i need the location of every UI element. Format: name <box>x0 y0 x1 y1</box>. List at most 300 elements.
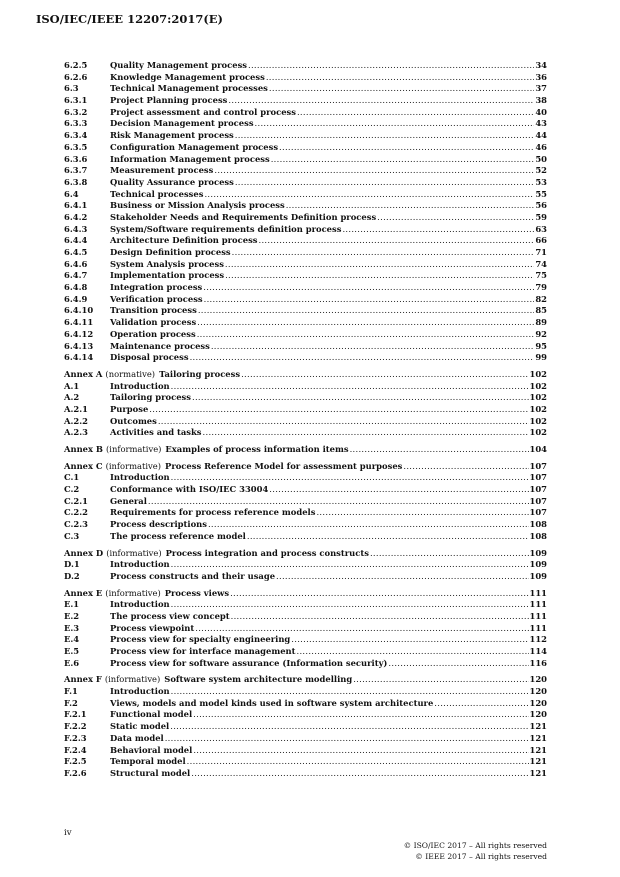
toc-entry-number: 6.2.5 <box>64 60 88 70</box>
toc-entry[interactable] <box>64 404 547 416</box>
toc-entry-title: Quality Assurance process <box>110 176 234 187</box>
toc-entry-number: E.6 <box>64 657 80 668</box>
toc-entry[interactable] <box>64 768 547 780</box>
toc-entry[interactable] <box>64 212 547 224</box>
toc-entry[interactable] <box>64 519 547 531</box>
toc-dot-leader <box>247 531 529 543</box>
toc-entry-number: 6.4 <box>64 188 79 199</box>
toc-entry[interactable] <box>64 733 547 745</box>
toc-entry-page: 43 <box>535 118 547 129</box>
toc-entry-number: F.2.5 <box>64 756 87 767</box>
toc-entry-page: 121 <box>529 744 547 755</box>
toc-entry-page: 107 <box>529 484 547 495</box>
toc-entry-title: Verification process <box>110 293 203 304</box>
toc-entry-number: E.4 <box>64 634 80 645</box>
toc-dot-leader <box>208 519 529 531</box>
toc-entry-title: Business or Mission Analysis process <box>110 200 285 211</box>
table-of-contents <box>64 60 547 780</box>
toc-dot-leader <box>225 270 534 282</box>
toc-entry-page: 111 <box>529 587 547 598</box>
toc-entry-page: 116 <box>529 657 547 668</box>
toc-entry-title: Information Management process <box>110 153 270 164</box>
toc-entry-number: E.3 <box>64 622 80 633</box>
toc-entry[interactable] <box>64 634 547 646</box>
toc-entry-page: 108 <box>529 530 547 541</box>
toc-dot-leader <box>204 189 534 201</box>
toc-entry-number: 6.3.5 <box>64 141 88 152</box>
toc-entry-page: 95 <box>535 340 547 351</box>
toc-entry-number: A.2.3 <box>64 427 88 438</box>
toc-entry-title: Outcomes <box>110 415 157 426</box>
toc-entry-number: F.1 <box>64 686 78 697</box>
toc-dot-leader <box>241 369 528 381</box>
toc-dot-leader <box>211 341 535 353</box>
toc-entry-page: 56 <box>535 200 547 211</box>
toc-dot-leader <box>231 611 529 623</box>
toc-entry-page: 104 <box>529 444 547 454</box>
toc-entry-title: Process constructs and their usage <box>110 570 276 581</box>
toc-entry[interactable] <box>64 392 547 404</box>
toc-dot-leader <box>259 235 535 247</box>
toc-entry-page: 121 <box>529 767 547 778</box>
toc-entry-title: Views, models and model kinds used in software system architecture <box>110 697 434 708</box>
toc-entry-number: D.2 <box>64 570 80 581</box>
toc-entry-title: Examples of process information items <box>165 444 349 454</box>
toc-annex-type: (informative) <box>105 460 162 471</box>
toc-entry[interactable] <box>64 294 547 306</box>
toc-entry-title: Process views <box>164 587 230 598</box>
toc-dot-leader <box>353 674 528 686</box>
toc-entry-page: 111 <box>529 599 547 610</box>
toc-entry[interactable] <box>64 496 547 508</box>
toc-entry-page: 102 <box>529 403 547 414</box>
toc-annex-label: Annex F <box>64 674 102 685</box>
toc-entry-title: Risk Management process <box>110 130 234 141</box>
toc-entry-page: 46 <box>535 141 547 152</box>
toc-dot-leader <box>148 496 529 508</box>
toc-entry-title: Introduction <box>110 472 170 483</box>
toc-entry-number: 6.2.6 <box>64 71 88 82</box>
toc-entry-number: A.2.2 <box>64 415 88 426</box>
toc-entry[interactable] <box>64 60 547 72</box>
toc-entry-page: 92 <box>535 328 547 339</box>
toc-annex-entry[interactable] <box>64 674 547 686</box>
toc-entry-title: Design Definition process <box>110 247 231 257</box>
copyright-iso: © ISO/IEC 2017 – All rights reserved <box>403 841 547 850</box>
toc-dot-leader <box>193 745 528 757</box>
toc-entry[interactable] <box>64 698 547 710</box>
toc-dot-leader <box>235 130 535 142</box>
toc-entry-number: 6.4.10 <box>64 305 94 316</box>
toc-dot-leader <box>228 95 534 107</box>
toc-annex-entry[interactable] <box>64 548 547 560</box>
toc-entry-page: 120 <box>529 674 547 685</box>
toc-entry-page: 109 <box>529 559 547 570</box>
toc-entry-page: 52 <box>535 165 547 176</box>
toc-entry-number: 6.3.7 <box>64 165 88 176</box>
toc-entry-title: Tailoring process <box>159 368 241 379</box>
toc-entry[interactable] <box>64 142 547 154</box>
toc-dot-leader <box>434 698 528 710</box>
toc-entry-number: 6.4.8 <box>64 282 88 293</box>
toc-entry[interactable] <box>64 130 547 142</box>
toc-entry-title: Data model <box>110 732 164 743</box>
toc-entry-number: E.2 <box>64 610 80 621</box>
toc-entry-number: 6.4.6 <box>64 258 88 269</box>
toc-dot-leader <box>198 305 535 317</box>
toc-entry-title: Tailoring process <box>110 392 191 403</box>
toc-dot-leader <box>192 392 529 404</box>
document-header: ISO/IEC/IEEE 12207:2017(E) <box>36 12 223 26</box>
toc-entry[interactable] <box>64 329 547 341</box>
toc-dot-leader <box>195 623 528 635</box>
toc-entry[interactable] <box>64 95 547 107</box>
toc-entry-page: 121 <box>529 732 547 743</box>
toc-entry-page: 109 <box>529 547 547 558</box>
toc-annex-type: (normative) <box>105 368 156 379</box>
toc-entry[interactable] <box>64 623 547 635</box>
toc-entry-title: Requirements for process reference models <box>110 507 316 518</box>
toc-entry-number: 6.4.3 <box>64 223 88 234</box>
toc-entry-title: Conformance with ISO/IEC 33004 <box>110 484 269 495</box>
toc-entry-number: 6.3.2 <box>64 106 88 117</box>
toc-entry-page: 107 <box>529 495 547 506</box>
toc-dot-leader <box>316 507 528 519</box>
toc-entry-page: 53 <box>535 176 547 187</box>
toc-entry[interactable] <box>64 259 547 271</box>
toc-entry-number: 6.3.6 <box>64 153 88 164</box>
toc-annex-entry[interactable] <box>64 444 547 456</box>
toc-entry-title: The process reference model <box>110 530 246 541</box>
toc-dot-leader <box>232 247 535 259</box>
toc-entry[interactable] <box>64 531 547 543</box>
toc-entry-title: Validation process <box>110 317 197 328</box>
toc-entry-title: Introduction <box>110 599 170 610</box>
toc-entry[interactable] <box>64 317 547 329</box>
toc-dot-leader <box>296 646 528 658</box>
toc-entry-title: Maintenance process <box>110 340 210 351</box>
toc-entry-title: Purpose <box>110 403 149 414</box>
toc-entry-page: 99 <box>535 352 547 363</box>
toc-entry-title: Project assessment and control process <box>110 106 296 117</box>
toc-entry-number: C.2 <box>64 484 80 495</box>
toc-entry-page: 82 <box>535 293 547 304</box>
toc-entry-page: 37 <box>535 83 547 94</box>
toc-entry-page: 38 <box>535 95 547 106</box>
toc-entry-title: Knowledge Management process <box>110 71 265 82</box>
toc-annex-label: Annex C <box>64 460 103 471</box>
toc-entry-title: Static model <box>110 721 170 732</box>
toc-entry-page: 34 <box>535 60 547 70</box>
toc-entry[interactable] <box>64 282 547 294</box>
toc-entry[interactable] <box>64 235 547 247</box>
toc-entry-page: 114 <box>529 646 547 656</box>
toc-entry-page: 102 <box>529 368 547 379</box>
toc-entry-number: C.3 <box>64 530 80 541</box>
toc-dot-leader <box>203 427 529 439</box>
toc-entry-title: Decision Management process <box>110 118 254 129</box>
toc-entry[interactable] <box>64 381 547 393</box>
toc-entry[interactable] <box>64 341 547 353</box>
toc-entry[interactable] <box>64 224 547 236</box>
toc-entry-title: System/Software requirements definition process <box>110 223 342 234</box>
toc-dot-leader <box>286 200 535 212</box>
toc-annex-type: (informative) <box>104 674 161 685</box>
toc-entry-title: Stakeholder Needs and Requirements Definition process <box>110 211 377 222</box>
toc-dot-leader <box>235 177 535 189</box>
toc-dot-leader <box>255 118 535 130</box>
toc-dot-leader <box>377 212 534 224</box>
toc-entry-title: Operation process <box>110 328 196 339</box>
toc-entry[interactable] <box>64 165 547 177</box>
toc-entry-page: 63 <box>535 223 547 234</box>
toc-entry-title: Temporal model <box>110 756 186 767</box>
toc-dot-leader <box>191 768 528 780</box>
toc-dot-leader <box>370 548 529 560</box>
toc-entry-title: Technical Management processes <box>110 83 268 94</box>
toc-dot-leader <box>165 733 529 745</box>
toc-entry-page: 121 <box>529 721 547 732</box>
toc-entry-page: 112 <box>529 634 547 645</box>
toc-entry-number: 6.4.1 <box>64 200 88 211</box>
toc-entry-page: 102 <box>529 392 547 403</box>
toc-entry-title: Transition process <box>110 305 197 316</box>
toc-dot-leader <box>197 329 535 341</box>
toc-entry[interactable] <box>64 472 547 484</box>
toc-annex-label: Annex D <box>64 547 104 558</box>
toc-dot-leader <box>171 686 529 698</box>
toc-entry-number: C.2.2 <box>64 507 89 518</box>
toc-dot-leader <box>230 588 528 600</box>
toc-annex-type: (informative) <box>105 587 161 598</box>
toc-entry-title: Functional model <box>110 709 193 720</box>
toc-entry[interactable] <box>64 658 547 670</box>
toc-dot-leader <box>171 599 529 611</box>
toc-entry-title: Implementation process <box>110 270 225 281</box>
toc-annex-entry[interactable] <box>64 369 547 381</box>
toc-annex-type: (informative) <box>106 547 162 558</box>
toc-entry[interactable] <box>64 484 547 496</box>
copyright-block <box>404 841 547 862</box>
toc-entry[interactable] <box>64 83 547 95</box>
toc-dot-leader <box>225 259 534 271</box>
toc-entry-title: Process view for specialty engineering <box>110 634 291 645</box>
toc-entry-page: 120 <box>529 697 547 708</box>
toc-dot-leader <box>171 472 529 484</box>
toc-entry-number: F.2.6 <box>64 767 87 778</box>
toc-dot-leader <box>203 282 534 294</box>
toc-entry-number: F.2 <box>64 697 78 708</box>
toc-entry-title: Activities and tasks <box>110 427 202 438</box>
toc-entry-number: 6.4.4 <box>64 235 88 246</box>
toc-entry-title: General <box>110 495 147 506</box>
toc-entry-page: 121 <box>529 756 547 767</box>
toc-dot-leader <box>190 352 535 364</box>
toc-entry[interactable] <box>64 189 547 201</box>
toc-entry-title: Behavioral model <box>110 744 193 755</box>
toc-entry-page: 107 <box>529 507 547 518</box>
toc-entry-page: 102 <box>529 415 547 426</box>
toc-entry-number: 6.3.4 <box>64 130 88 141</box>
toc-entry-number: 6.4.7 <box>64 270 88 281</box>
toc-dot-leader <box>248 60 534 72</box>
toc-dot-leader <box>214 165 534 177</box>
toc-entry-page: 120 <box>529 709 547 720</box>
toc-dot-leader <box>204 294 535 306</box>
toc-entry-page: 59 <box>535 211 547 222</box>
toc-entry-title: Configuration Management process <box>110 141 279 152</box>
toc-entry-title: Process descriptions <box>110 519 207 530</box>
toc-entry-page: 108 <box>529 519 547 530</box>
toc-entry-page: 111 <box>529 610 547 621</box>
toc-dot-leader <box>197 317 534 329</box>
toc-entry-page: 102 <box>529 427 547 438</box>
toc-entry[interactable] <box>64 270 547 282</box>
toc-entry-title: Introduction <box>110 559 170 570</box>
toc-entry[interactable] <box>64 599 547 611</box>
toc-entry-number: E.5 <box>64 646 80 656</box>
toc-entry[interactable] <box>64 756 547 768</box>
toc-dot-leader <box>170 721 528 733</box>
toc-entry[interactable] <box>64 352 547 364</box>
toc-dot-leader <box>276 571 528 583</box>
toc-entry-number: 6.3.1 <box>64 95 88 106</box>
toc-dot-leader <box>187 756 529 768</box>
toc-entry-title: Process view for software assurance (Information security) <box>110 657 388 668</box>
toc-annex-label: Annex E <box>64 587 103 598</box>
copyright-ieee: © IEEE 2017 – All rights reserved <box>415 851 547 861</box>
toc-entry-page: 66 <box>535 235 547 246</box>
toc-entry-title: System Analysis process <box>110 258 224 269</box>
toc-entry[interactable] <box>64 721 547 733</box>
toc-entry-title: Introduction <box>110 380 170 391</box>
toc-annex-entry[interactable] <box>64 588 547 600</box>
toc-entry-number: F.2.1 <box>64 709 87 720</box>
toc-entry-page: 40 <box>535 106 547 117</box>
toc-entry-number: D.1 <box>64 559 80 570</box>
toc-entry[interactable] <box>64 72 547 84</box>
toc-entry-number: F.2.3 <box>64 732 87 743</box>
toc-entry[interactable] <box>64 507 547 519</box>
toc-dot-leader <box>388 658 528 670</box>
toc-entry-title: Structural model <box>110 767 191 778</box>
toc-dot-leader <box>279 142 534 154</box>
page-number: iv <box>64 828 72 838</box>
toc-entry-title: Disposal process <box>110 352 189 363</box>
toc-dot-leader <box>342 224 534 236</box>
toc-entry-number: 6.4.14 <box>64 352 94 363</box>
toc-entry[interactable] <box>64 107 547 119</box>
toc-dot-leader <box>193 709 528 721</box>
toc-dot-leader <box>271 154 535 166</box>
toc-entry[interactable] <box>64 646 547 658</box>
toc-dot-leader <box>269 484 528 496</box>
toc-annex-label: Annex A <box>64 368 103 379</box>
toc-entry[interactable] <box>64 611 547 623</box>
toc-entry-number: A.2 <box>64 392 80 403</box>
toc-entry-title: Process viewpoint <box>110 622 195 633</box>
toc-entry[interactable] <box>64 416 547 428</box>
toc-entry-page: 107 <box>529 460 547 471</box>
toc-entry-number: 6.4.9 <box>64 293 88 304</box>
toc-entry[interactable] <box>64 559 547 571</box>
toc-entry-title: Project Planning process <box>110 95 228 106</box>
toc-entry-number: 6.3.3 <box>64 118 88 129</box>
toc-entry-number: C.2.3 <box>64 519 89 530</box>
toc-entry-number: C.1 <box>64 472 80 483</box>
toc-entry-number: C.2.1 <box>64 495 89 506</box>
toc-entry-number: 6.4.5 <box>64 247 88 257</box>
toc-entry-title: Introduction <box>110 686 170 697</box>
toc-entry[interactable] <box>64 427 547 439</box>
toc-entry-number: A.2.1 <box>64 403 88 414</box>
toc-entry-title: Integration process <box>110 282 203 293</box>
toc-entry-title: Process view for interface management <box>110 646 296 656</box>
toc-entry-page: 109 <box>529 570 547 581</box>
toc-entry-title: Technical processes <box>110 188 204 199</box>
toc-entry-number: 6.4.12 <box>64 328 94 339</box>
toc-entry-page: 107 <box>529 472 547 483</box>
toc-entry-page: 102 <box>529 380 547 391</box>
toc-dot-leader <box>269 83 534 95</box>
toc-entry[interactable] <box>64 709 547 721</box>
toc-entry-title: Process Reference Model for assessment purposes <box>165 460 403 471</box>
toc-entry-page: 71 <box>535 247 547 257</box>
toc-entry-title: Process integration and process constructs <box>165 547 369 558</box>
toc-entry[interactable] <box>64 118 547 130</box>
toc-entry-title: The process view concept <box>110 610 230 621</box>
toc-entry-page: 50 <box>535 153 547 164</box>
toc-entry[interactable] <box>64 745 547 757</box>
toc-annex-type: (informative) <box>106 444 162 454</box>
toc-entry[interactable] <box>64 200 547 212</box>
toc-entry-page: 74 <box>535 258 547 269</box>
toc-entry-number: 6.4.11 <box>64 317 94 328</box>
toc-entry-page: 120 <box>529 686 547 697</box>
toc-dot-leader <box>297 107 534 119</box>
toc-entry-page: 79 <box>535 282 547 293</box>
toc-entry-page: 55 <box>535 188 547 199</box>
toc-entry-title: Quality Management process <box>110 60 247 70</box>
toc-entry-number: 6.4.2 <box>64 211 88 222</box>
toc-dot-leader <box>266 72 535 84</box>
toc-annex-label: Annex B <box>64 444 103 454</box>
toc-entry[interactable] <box>64 154 547 166</box>
toc-dot-leader <box>171 559 529 571</box>
toc-entry-page: 85 <box>535 305 547 316</box>
toc-entry-number: 6.3 <box>64 83 79 94</box>
toc-entry[interactable] <box>64 686 547 698</box>
toc-entry-number: F.2.2 <box>64 721 87 732</box>
toc-entry-number: A.1 <box>64 380 80 391</box>
toc-entry-number: F.2.4 <box>64 744 87 755</box>
toc-dot-leader <box>350 444 529 456</box>
toc-dot-leader <box>171 381 529 393</box>
toc-entry-page: 75 <box>535 270 547 281</box>
toc-entry-title: Software system architecture modelling <box>164 674 353 685</box>
toc-entry-number: E.1 <box>64 599 80 610</box>
toc-entry[interactable] <box>64 247 547 259</box>
toc-dot-leader <box>403 461 528 473</box>
toc-entry[interactable] <box>64 305 547 317</box>
toc-dot-leader <box>291 634 528 646</box>
toc-annex-entry[interactable] <box>64 461 547 473</box>
toc-dot-leader <box>158 416 529 428</box>
toc-entry[interactable] <box>64 177 547 189</box>
toc-entry[interactable] <box>64 571 547 583</box>
toc-dot-leader <box>149 404 528 416</box>
toc-entry-page: 111 <box>529 622 547 633</box>
